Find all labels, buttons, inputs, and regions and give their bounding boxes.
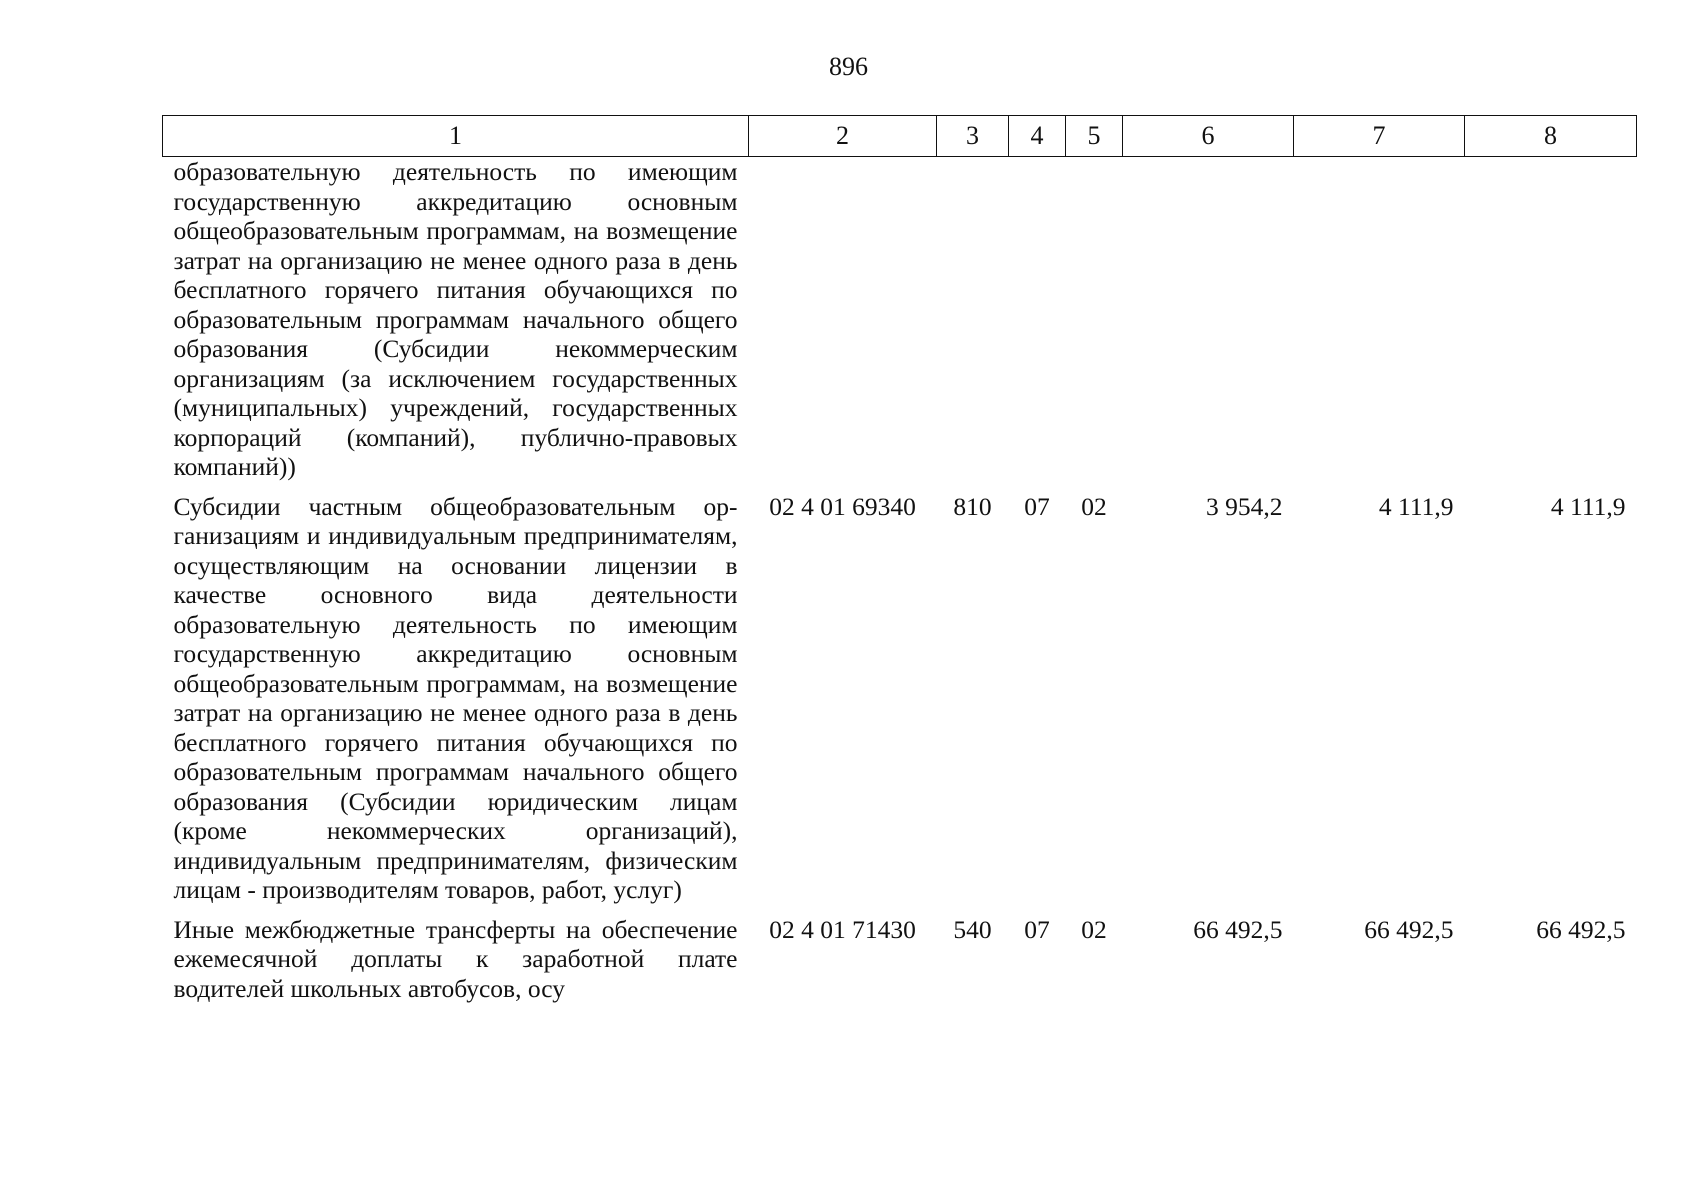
- row-expense-type: 540: [953, 914, 992, 944]
- column-header-4: 4: [1009, 116, 1066, 157]
- table-row: [163, 157, 1637, 482]
- row-amount-3: 66 492,5: [1536, 914, 1626, 944]
- row-section: 07: [1024, 914, 1050, 944]
- row-target-article: 02 4 01 71430: [769, 914, 916, 944]
- table-row: [163, 905, 1637, 1004]
- column-header-8: 8: [1465, 116, 1637, 157]
- row-subsection: 02: [1081, 491, 1107, 521]
- row-expense-type: 810: [953, 491, 992, 521]
- row-amount-2: 66 492,5: [1364, 914, 1454, 944]
- column-header-3: 3: [937, 116, 1009, 157]
- row-amount-1: [1123, 157, 1294, 482]
- row-subsection: 02: [1081, 914, 1107, 944]
- row-target-article: [749, 157, 937, 482]
- row-description: Субсидии частным общеобразовательным организациям и индивидуальным предпринимателям, осуществляющим на основании лицензии в качестве основного вида деятельности образовательную деятельность по имеющим государственную аккредитацию основным общеобразовательным программам, на возмещение затрат на организацию не менее одного раза в день бесплатного горячего питания обучающихся по образовательным программам начального общего образования (Субсидии юридическим лицам (кроме некоммерческих организаций), индивидуальным предпринимателям, физическим лицам - производителям товаров, работ, услуг): [173, 491, 738, 904]
- column-header-1: 1: [163, 116, 749, 157]
- row-amount-1: 66 492,5: [1193, 914, 1283, 944]
- table-row: [163, 482, 1637, 905]
- table-body: [163, 157, 1637, 1004]
- row-amount-2: [1294, 157, 1465, 482]
- row-amount-2: 4 111,9: [1378, 491, 1454, 521]
- row-amount-1: 3 954,2: [1206, 491, 1283, 521]
- column-header-6: 6: [1123, 116, 1294, 157]
- column-header-2: 2: [749, 116, 937, 157]
- column-header-7: 7: [1294, 116, 1465, 157]
- column-header-5: 5: [1066, 116, 1123, 157]
- row-amount-3: 4 111,9: [1550, 491, 1626, 521]
- row-subsection: [1066, 157, 1123, 482]
- row-description: Иные межбюджетные трансферты на обеспечение ежемесячной доплаты к заработной плате водителей школьных автобусов, осу: [173, 914, 738, 1003]
- row-expense-type: [937, 157, 1009, 482]
- budget-table: [162, 115, 1637, 1003]
- row-description: образовательную деятельность по имеющим государственную аккредитацию основным общеобразовательным программам, на возмещение затрат на организацию не менее одного раза в день бесплатного горячего питания обучающихся по образовательным программам начального общего образования (Субсидии некоммерческим организациям (за исключением государственных (муниципальных) учреждений, государственных корпораций (компаний), публично-правовых компаний)): [173, 157, 738, 481]
- row-target-article: 02 4 01 69340: [769, 491, 916, 521]
- page-number: 896: [829, 52, 868, 81]
- row-amount-3: [1465, 157, 1637, 482]
- header-row: [163, 116, 1637, 157]
- table-header: [163, 116, 1637, 157]
- row-section: [1009, 157, 1066, 482]
- row-section: 07: [1024, 491, 1050, 521]
